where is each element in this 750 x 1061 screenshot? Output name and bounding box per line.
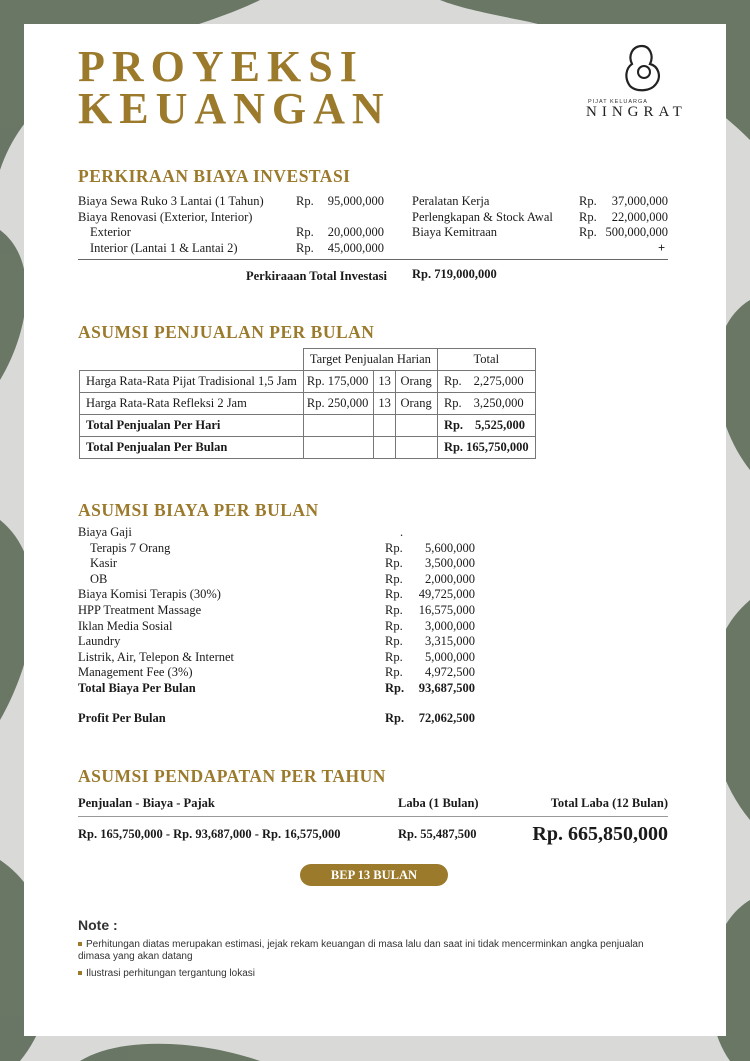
biaya-row-value: 3,315,000 — [425, 634, 475, 649]
col-target-header: Target Penjualan Harian — [303, 349, 437, 371]
inv-left-value-1: 95,000,000 — [327, 194, 384, 208]
note-item — [78, 968, 678, 980]
inv-left-rp-3: Rp. — [296, 225, 314, 239]
row-unit: Orang — [396, 393, 437, 415]
bep-badge: BEP 13 BULAN — [300, 864, 448, 886]
biaya-row-value: 2,000,000 — [425, 571, 475, 586]
pendapatan-val-3: Rp. 665,850,000 — [532, 823, 668, 845]
inv-plus-sign: + — [658, 241, 666, 255]
biaya-row-label: HPP Treatment Massage — [78, 603, 202, 617]
inv-left-label-4: Interior (Lantai 1 & Lantai 2) — [90, 241, 238, 255]
biaya-row-value: 3,000,000 — [425, 618, 475, 633]
page-title — [78, 42, 391, 133]
mother-child-icon — [620, 42, 664, 94]
biaya-row-value: 3,500,000 — [425, 556, 475, 571]
pendapatan-col-1: Penjualan - Biaya - Pajak — [78, 796, 215, 810]
inv-total-value: Rp. 719,000,000 — [412, 267, 497, 281]
inv-left-label-1: Biaya Sewa Ruko 3 Lantai (1 Tahun) — [78, 194, 264, 208]
biaya-row-value: 4,972,500 — [425, 665, 475, 680]
table-header-row — [80, 349, 536, 371]
biaya-row-value: 49,725,000 — [418, 587, 475, 602]
brand-logo — [584, 42, 704, 132]
bullet-icon — [78, 942, 82, 946]
biaya-row-value: 5,000,000 — [425, 649, 475, 664]
profit-rp: Rp. — [385, 711, 405, 725]
per-bulan-value: Rp. 165,750,000 — [437, 437, 535, 459]
biaya-row-label: Biaya Gaji — [78, 525, 132, 539]
inv-right-value-3: 500,000,000 — [605, 225, 668, 239]
per-hari-total — [437, 415, 535, 437]
title-line-2: KEUANGAN — [78, 84, 391, 133]
col-total-header: Total — [437, 349, 535, 371]
inv-right-rp-3: Rp. — [579, 225, 597, 239]
per-hari-rp: Rp. — [443, 418, 464, 432]
pendapatan-divider — [78, 816, 668, 817]
investasi-heading: PERKIRAAN BIAYA INVESTASI — [78, 166, 351, 186]
biaya-row-label: Kasir — [90, 556, 118, 571]
inv-right-label-2: Perlengkapan & Stock Awal — [412, 210, 553, 224]
profit-value: 72,062,500 — [418, 711, 475, 725]
pendapatan-val-1: Rp. 165,750,000 - Rp. 93,687,000 - Rp. 16,575,000 — [78, 827, 341, 841]
biaya-row-rp: Rp. — [385, 649, 403, 664]
table-row — [80, 371, 536, 393]
inv-right-value-2: 22,000,000 — [611, 210, 668, 224]
biaya-heading: ASUMSI BIAYA PER BULAN — [78, 500, 319, 520]
row-price: Rp. 175,000 — [303, 371, 373, 393]
penjualan-heading: ASUMSI PENJUALAN PER BULAN — [78, 322, 375, 342]
per-hari-label: Total Penjualan Per Hari — [80, 415, 304, 437]
inv-right-value-1: 37,000,000 — [611, 194, 668, 208]
title-line-1: PROYEKSI — [78, 42, 364, 91]
pendapatan-col-3: Total Laba (12 Bulan) — [550, 796, 668, 810]
logo-subtitle: PIJAT KELUARGA — [588, 99, 648, 105]
inv-left-label-3: Exterior — [90, 225, 131, 239]
inv-left-label-2: Biaya Renovasi (Exterior, Interior) — [78, 210, 253, 224]
row-unit: Orang — [396, 371, 437, 393]
inv-right-rp-1: Rp. — [579, 194, 597, 208]
logo-name: NINGRAT — [586, 104, 687, 120]
note-item — [78, 939, 678, 962]
inv-right-label-1: Peralatan Kerja — [412, 194, 490, 208]
row-total-rp: Rp. — [443, 374, 462, 388]
biaya-row-value: 16,575,000 — [418, 603, 475, 617]
note-heading: Note : — [78, 917, 118, 933]
inv-right-label-3: Biaya Kemitraan — [412, 225, 498, 239]
note-text: Perhitungan diatas merupakan estimasi, jejak rekam keuangan di masa lalu dan saat ini tidak mencerminkan angka penjualan dimasa yang akan datang — [78, 939, 644, 962]
row-total — [437, 393, 535, 415]
biaya-row-rp: Rp. — [385, 587, 403, 602]
sales-table — [79, 348, 536, 459]
inv-left-value-4: 45,000,000 — [327, 241, 384, 255]
pendapatan-heading: ASUMSI PENDAPATAN PER TAHUN — [78, 766, 386, 786]
per-hari-value: 5,525,000 — [475, 418, 526, 432]
biaya-row-label: Laundry — [78, 634, 121, 649]
inv-left-value-3: 20,000,000 — [327, 225, 384, 239]
row-label: Harga Rata-Rata Pijat Tradisional 1,5 Jam — [80, 371, 304, 393]
note-text: Ilustrasi perhitungan tergantung lokasi — [86, 968, 255, 979]
biaya-row-rp: Rp. — [385, 634, 403, 649]
row-qty: 13 — [374, 371, 396, 393]
table-row-per-bulan — [80, 437, 536, 459]
biaya-row-label: Biaya Komisi Terapis (30%) — [78, 587, 221, 602]
biaya-row-rp: Rp. — [385, 618, 403, 633]
row-price: Rp. 250,000 — [303, 393, 373, 415]
document-card — [24, 24, 726, 1036]
biaya-dot: . — [400, 525, 404, 539]
row-total-value: 2,275,000 — [473, 374, 524, 388]
biaya-row-value: 5,600,000 — [425, 540, 475, 555]
biaya-row-label: Total Biaya Per Bulan — [78, 681, 196, 695]
row-label: Harga Rata-Rata Refleksi 2 Jam — [80, 393, 304, 415]
biaya-row-rp: Rp. — [385, 540, 403, 555]
row-total — [437, 371, 535, 393]
table-row-per-hari — [80, 415, 536, 437]
inv-divider — [78, 259, 668, 260]
biaya-row-rp: Rp. — [385, 603, 403, 617]
biaya-row-value: 93,687,500 — [418, 681, 475, 695]
per-bulan-label: Total Penjualan Per Bulan — [80, 437, 304, 459]
biaya-row-rp: Rp. — [385, 571, 403, 586]
bullet-icon — [78, 971, 82, 975]
biaya-row-label: Terapis 7 Orang — [90, 540, 171, 555]
biaya-row-label: OB — [90, 571, 108, 586]
biaya-row-rp: Rp. — [385, 665, 403, 680]
row-total-rp: Rp. — [443, 396, 462, 410]
inv-left-rp-1: Rp. — [296, 194, 314, 208]
inv-right-rp-2: Rp. — [579, 210, 597, 224]
pendapatan-col-2: Laba (1 Bulan) — [398, 796, 479, 810]
biaya-row-label: Listrik, Air, Telepon & Internet — [78, 649, 234, 664]
biaya-row-rp: Rp. — [385, 681, 405, 695]
biaya-row-label: Iklan Media Sosial — [78, 618, 173, 633]
table-row — [80, 393, 536, 415]
profit-label: Profit Per Bulan — [78, 711, 166, 725]
row-qty: 13 — [374, 393, 396, 415]
biaya-row-rp: Rp. — [385, 556, 403, 571]
biaya-row-label: Management Fee (3%) — [78, 665, 193, 680]
inv-total-label: Perkiraaan Total Investasi — [246, 269, 387, 283]
row-total-value: 3,250,000 — [473, 396, 524, 410]
pendapatan-val-2: Rp. 55,487,500 — [398, 827, 477, 841]
inv-left-rp-4: Rp. — [296, 241, 314, 255]
